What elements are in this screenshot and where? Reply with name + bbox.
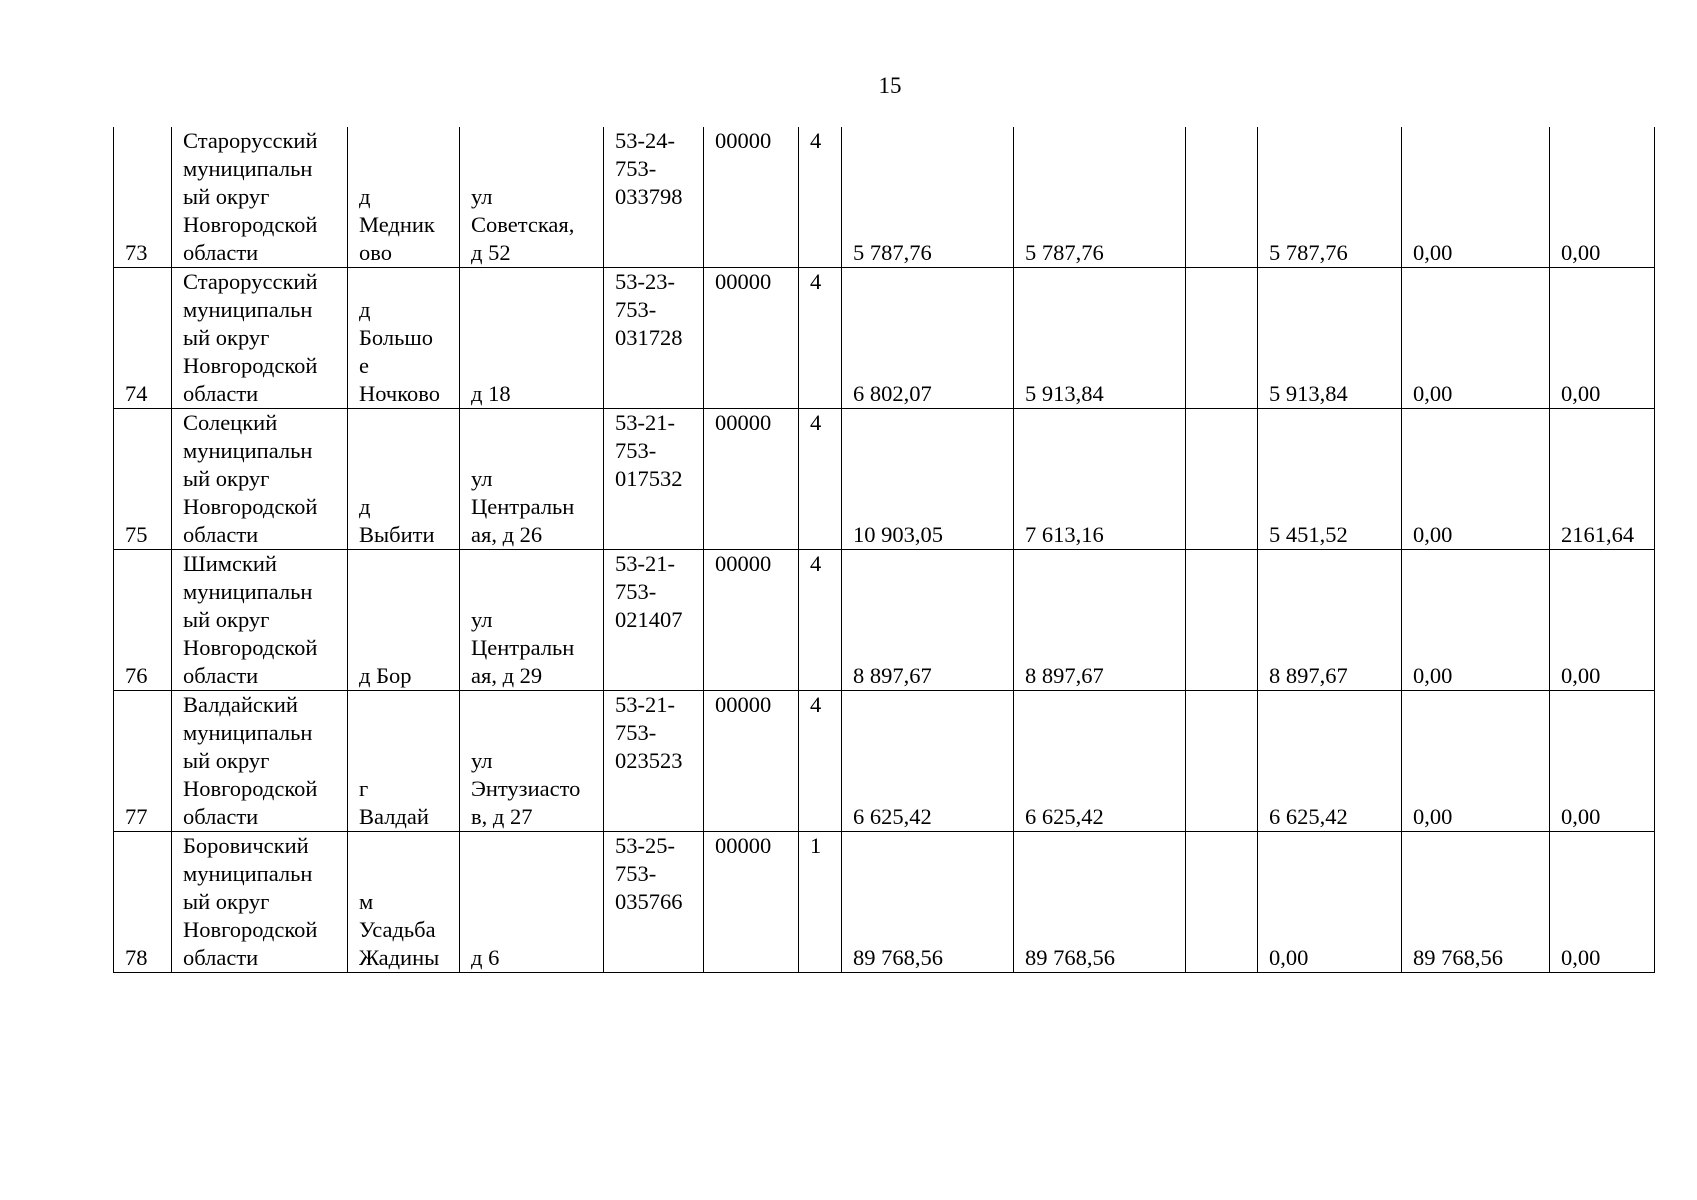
part-b-amount-cell — [1402, 550, 1550, 691]
amount-cell-text: 89 768,56 — [1025, 945, 1115, 970]
street-address-cell-text: ул Центральн ая, д 26 — [471, 466, 575, 547]
municipality-cell — [172, 550, 348, 691]
total-amount-cell — [842, 268, 1014, 409]
municipality-cell — [172, 127, 348, 268]
empty-cell — [1186, 691, 1258, 832]
zero-code-cell — [704, 268, 799, 409]
total-amount-cell — [842, 832, 1014, 973]
municipality-cell-text: Старорусский муниципальн ый округ Новгородской области — [183, 128, 318, 265]
part-b-amount-cell — [1402, 127, 1550, 268]
remainder-amount-cell — [1550, 550, 1655, 691]
part-a-amount-cell-text: 0,00 — [1269, 945, 1309, 970]
row-number-cell — [114, 268, 172, 409]
total-amount-cell-text: 6 625,42 — [853, 804, 932, 829]
settlement-cell — [348, 832, 460, 973]
part-b-amount-cell — [1402, 691, 1550, 832]
amount-cell — [1014, 409, 1186, 550]
amount-cell-text: 8 897,67 — [1025, 663, 1104, 688]
remainder-amount-cell-text: 0,00 — [1561, 240, 1601, 265]
row-number-cell-text: 77 — [125, 804, 148, 829]
row-number-cell-text: 76 — [125, 663, 148, 688]
registry-code-cell — [604, 409, 704, 550]
part-b-amount-cell-text: 0,00 — [1413, 522, 1453, 547]
row-number-cell-text: 73 — [125, 240, 148, 265]
amount-cell-text: 7 613,16 — [1025, 522, 1104, 547]
zero-code-cell-text: 00000 — [715, 551, 772, 576]
part-a-amount-cell-text: 8 897,67 — [1269, 663, 1348, 688]
registry-code-cell — [604, 268, 704, 409]
part-b-amount-cell — [1402, 832, 1550, 973]
settlement-cell-text: г Валдай — [359, 776, 429, 829]
remainder-amount-cell — [1550, 127, 1655, 268]
settlement-cell — [348, 550, 460, 691]
registry-code-cell — [604, 832, 704, 973]
zero-code-cell — [704, 550, 799, 691]
registry-code-cell-text: 53-21- 753- 017532 — [615, 410, 683, 491]
part-b-amount-cell — [1402, 268, 1550, 409]
part-b-amount-cell-text: 0,00 — [1413, 663, 1453, 688]
category-cell-text: 4 — [810, 128, 822, 153]
registry-code-cell — [604, 550, 704, 691]
municipality-cell-text: Старорусский муниципальн ый округ Новгородской области — [183, 269, 318, 406]
municipality-cell-text: Шимский муниципальн ый округ Новгородской области — [183, 551, 318, 688]
part-b-amount-cell-text: 0,00 — [1413, 240, 1453, 265]
street-address-cell-text: ул Энтузиасто в, д 27 — [471, 748, 581, 829]
empty-cell — [1186, 550, 1258, 691]
remainder-amount-cell-text: 2161,64 — [1561, 522, 1635, 547]
municipality-cell-text: Валдайский муниципальн ый округ Новгородской области — [183, 692, 318, 829]
total-amount-cell-text: 6 802,07 — [853, 381, 932, 406]
part-b-amount-cell-text: 89 768,56 — [1413, 945, 1503, 970]
part-a-amount-cell — [1258, 127, 1402, 268]
municipality-cell-text: Боровичский муниципальн ый округ Новгородской области — [183, 833, 318, 970]
part-a-amount-cell — [1258, 409, 1402, 550]
zero-code-cell-text: 00000 — [715, 410, 772, 435]
category-cell — [799, 691, 842, 832]
row-number-cell — [114, 127, 172, 268]
street-address-cell — [460, 550, 604, 691]
part-b-amount-cell-text: 0,00 — [1413, 804, 1453, 829]
empty-cell — [1186, 127, 1258, 268]
total-amount-cell-text: 8 897,67 — [853, 663, 932, 688]
empty-cell — [1186, 832, 1258, 973]
remainder-amount-cell — [1550, 691, 1655, 832]
registry-table — [113, 127, 1655, 973]
remainder-amount-cell — [1550, 832, 1655, 973]
category-cell-text: 1 — [810, 833, 822, 858]
street-address-cell-text: ул Центральн ая, д 29 — [471, 607, 575, 688]
table-body — [114, 127, 1655, 973]
total-amount-cell — [842, 691, 1014, 832]
total-amount-cell-text: 10 903,05 — [853, 522, 943, 547]
row-number-cell — [114, 691, 172, 832]
settlement-cell-text: д Медник ово — [359, 184, 435, 265]
street-address-cell — [460, 832, 604, 973]
street-address-cell — [460, 409, 604, 550]
settlement-cell — [348, 127, 460, 268]
table-row — [114, 550, 1655, 691]
amount-cell — [1014, 691, 1186, 832]
category-cell — [799, 550, 842, 691]
registry-code-cell-text: 53-21- 753- 023523 — [615, 692, 683, 773]
settlement-cell — [348, 268, 460, 409]
municipality-cell — [172, 409, 348, 550]
settlement-cell-text: м Усадьба Жадины — [359, 889, 440, 970]
part-a-amount-cell — [1258, 691, 1402, 832]
total-amount-cell-text: 89 768,56 — [853, 945, 943, 970]
row-number-cell — [114, 409, 172, 550]
remainder-amount-cell — [1550, 409, 1655, 550]
total-amount-cell-text: 5 787,76 — [853, 240, 932, 265]
amount-cell — [1014, 127, 1186, 268]
category-cell-text: 4 — [810, 551, 822, 576]
category-cell-text: 4 — [810, 269, 822, 294]
street-address-cell — [460, 127, 604, 268]
registry-code-cell-text: 53-24- 753- 033798 — [615, 128, 683, 209]
table-row — [114, 268, 1655, 409]
table-row — [114, 409, 1655, 550]
zero-code-cell — [704, 127, 799, 268]
row-number-cell-text: 78 — [125, 945, 148, 970]
street-address-cell-text: д 6 — [471, 945, 500, 970]
registry-code-cell — [604, 691, 704, 832]
zero-code-cell-text: 00000 — [715, 833, 772, 858]
amount-cell — [1014, 550, 1186, 691]
zero-code-cell — [704, 832, 799, 973]
part-a-amount-cell-text: 6 625,42 — [1269, 804, 1348, 829]
registry-code-cell — [604, 127, 704, 268]
page-number: 15 — [878, 73, 902, 98]
total-amount-cell — [842, 127, 1014, 268]
zero-code-cell — [704, 409, 799, 550]
category-cell — [799, 409, 842, 550]
category-cell — [799, 268, 842, 409]
row-number-cell — [114, 832, 172, 973]
municipality-cell — [172, 268, 348, 409]
row-number-cell — [114, 550, 172, 691]
registry-code-cell-text: 53-25- 753- 035766 — [615, 833, 683, 914]
category-cell-text: 4 — [810, 410, 822, 435]
part-a-amount-cell — [1258, 268, 1402, 409]
table-row — [114, 691, 1655, 832]
settlement-cell-text: д Выбити — [359, 494, 435, 547]
amount-cell — [1014, 832, 1186, 973]
total-amount-cell — [842, 409, 1014, 550]
street-address-cell — [460, 268, 604, 409]
remainder-amount-cell-text: 0,00 — [1561, 381, 1601, 406]
part-a-amount-cell — [1258, 550, 1402, 691]
amount-cell-text: 6 625,42 — [1025, 804, 1104, 829]
remainder-amount-cell-text: 0,00 — [1561, 804, 1601, 829]
zero-code-cell — [704, 691, 799, 832]
amount-cell-text: 5 913,84 — [1025, 381, 1104, 406]
municipality-cell — [172, 832, 348, 973]
street-address-cell — [460, 691, 604, 832]
category-cell — [799, 832, 842, 973]
part-a-amount-cell-text: 5 913,84 — [1269, 381, 1348, 406]
part-a-amount-cell-text: 5 451,52 — [1269, 522, 1348, 547]
table-row — [114, 832, 1655, 973]
remainder-amount-cell-text: 0,00 — [1561, 945, 1601, 970]
row-number-cell-text: 75 — [125, 522, 148, 547]
table-row — [114, 127, 1655, 268]
settlement-cell — [348, 691, 460, 832]
street-address-cell-text: ул Советская, д 52 — [471, 184, 575, 265]
registry-code-cell-text: 53-21- 753- 021407 — [615, 551, 683, 632]
zero-code-cell-text: 00000 — [715, 692, 772, 717]
remainder-amount-cell-text: 0,00 — [1561, 663, 1601, 688]
part-a-amount-cell — [1258, 832, 1402, 973]
part-b-amount-cell-text: 0,00 — [1413, 381, 1453, 406]
municipality-cell — [172, 691, 348, 832]
category-cell — [799, 127, 842, 268]
empty-cell — [1186, 409, 1258, 550]
category-cell-text: 4 — [810, 692, 822, 717]
street-address-cell-text: д 18 — [471, 381, 511, 406]
zero-code-cell-text: 00000 — [715, 269, 772, 294]
settlement-cell — [348, 409, 460, 550]
settlement-cell-text: д Большо е Ночково — [359, 297, 440, 406]
registry-code-cell-text: 53-23- 753- 031728 — [615, 269, 683, 350]
part-a-amount-cell-text: 5 787,76 — [1269, 240, 1348, 265]
settlement-cell-text: д Бор — [359, 663, 412, 688]
empty-cell — [1186, 268, 1258, 409]
row-number-cell-text: 74 — [125, 381, 148, 406]
zero-code-cell-text: 00000 — [715, 128, 772, 153]
amount-cell-text: 5 787,76 — [1025, 240, 1104, 265]
total-amount-cell — [842, 550, 1014, 691]
municipality-cell-text: Солецкий муниципальн ый округ Новгородской области — [183, 410, 318, 547]
part-b-amount-cell — [1402, 409, 1550, 550]
amount-cell — [1014, 268, 1186, 409]
remainder-amount-cell — [1550, 268, 1655, 409]
